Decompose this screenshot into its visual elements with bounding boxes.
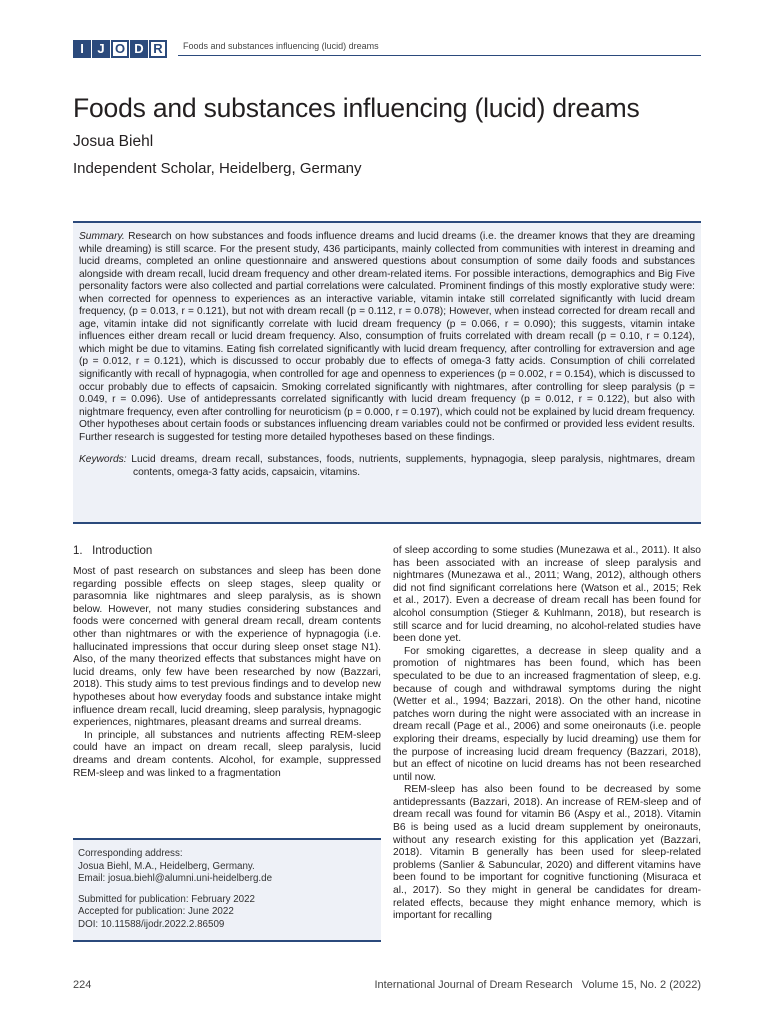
logo-letter: I xyxy=(73,40,91,58)
logo-letter: D xyxy=(130,40,148,58)
article-affiliation: Independent Scholar, Heidelberg, Germany xyxy=(73,160,362,177)
body-paragraph: Most of past research on substances and sleep has been done regarding possible effects on sleep stages, sleep quality or parasomnia like nightmares and sleep paralysis, as is shown below. However, not many studies considering substances and foods were concerned with general dream recall, dream contents other than nightmares or with the experience of hypnagogia (i.e. hallucinated impressions that occur during sleep onset stage N1). Also, of the many theorized effects that substances might have on lucid dreams, only few have been researched by now (Bazzari, 2018). This study aims to test previous findings and to develop new hypotheses about how everyday foods and substance intake might influence dream recall, lucid dreaming, sleep paralysis, hypnagogic experiences, nightmares, pleasant dreams and surreal dreams. xyxy=(73,566,381,729)
logo-letter: J xyxy=(92,40,110,58)
keywords-label: Keywords: xyxy=(79,454,127,466)
article-author: Josua Biehl xyxy=(73,133,154,150)
body-paragraph: For smoking cigarettes, a decrease in sleep quality and a promotion of nightmares has been found, which has been speculated to be due to an increased fragmentation of sleep, e.g. because of cough and withdrawal symptoms during the night (Wetter et al., 1994; Bazzari, 2018). On the other hand, nicotine patches worn during the night were associated with an increase in dream recall (Page et al., 2006) and some oneironauts (i.e. people exploring their dreams, especially by lucid dreaming) use them for the purpose of increasing lucid dream frequency (Bazzari, 2018), but an effect of nicotine on lucid dreams has not been researched until now. xyxy=(393,645,701,783)
body-paragraph: of sleep according to some studies (Munezawa et al., 2011). It also has been associated with an increase of sleep paralysis and nightmares (Munezawa et al., 2011; Wang, 2012), although others did not find significant correlations here (Watson et al., 2015; Rek et al., 2017). Even a decrease of dream recall has been found for alcohol consumption (Stieger & Kuhlmann, 2018), but research is still scarce and for lucid dreaming, no alcohol-related studies have been done yet. xyxy=(393,545,701,645)
right-column xyxy=(393,545,701,923)
submitted-date: Submitted for publication: February 2022 xyxy=(78,893,255,905)
running-head: Foods and substances influencing (lucid) dreams xyxy=(183,41,379,51)
keywords-text: Lucid dreams, dream recall, substances, foods, nutrients, supplements, hypnagogia, sleep paralysis, nightmares, dream contents, omega-3 fatty acids, capsaicin, vitamins. xyxy=(126,454,695,478)
section-heading: 1. Introduction xyxy=(73,545,153,557)
body-paragraph: REM-sleep has also been found to be decreased by some antidepressants (Bazzari, 2018). An increase of REM-sleep and of dream recall was found for vitamin B6 (Aspy et al., 2018). Vitamin B6 is being used as a lucid dream supplement by oneironauts, without any research existing for this application yet (Bazzari, 2018). Vitamin B generally has been used for sleep-related problems (Sanlier & Sabuncular, 2020) and different vitamins have been found to be important for cognitive functioning (Misuraca et al., 2017). So they might in general be candidates for dream-related effects, because they might enhance memory, which is important for recalling xyxy=(393,784,701,922)
correspondence-box xyxy=(73,838,381,942)
correspondence-email: Email: josua.biehl@alumni.uni-heidelberg.de xyxy=(78,873,273,884)
page-number: 224 xyxy=(73,979,92,991)
article-title: Foods and substances influencing (lucid) dreams xyxy=(73,93,640,123)
doi: DOI: 10.11588/ijodr.2022.2.86509 xyxy=(78,918,225,930)
accepted-date: Accepted for publication: June 2022 xyxy=(78,906,234,917)
logo-letter: R xyxy=(149,40,167,58)
summary-paragraph xyxy=(79,231,695,444)
journal-citation: International Journal of Dream Research Volume 15, No. 2 (2022) xyxy=(374,979,701,991)
left-column xyxy=(73,566,381,780)
correspondence-name: Josua Biehl, M.A., Heidelberg, Germany. xyxy=(78,860,255,872)
page-header xyxy=(73,38,701,60)
correspondence-label: Corresponding address: xyxy=(78,848,183,859)
summary-text: Research on how substances and foods influence dreams and lucid dreams (i.e. the dreamer knows that they are dreaming while dreaming) is still scarce. For the present study, 436 participants, mainly collected from communities with interest in dreaming and lucid dreams, completed an online questionnaire and answered questions about consumption of some daily foods and substances alongside with dream recall, lucid dream frequency and other dream-related items. For possible interactions, demographics and Big Five personality factors were also collected and partial correlations were calculated. Prominent findings of this mostly explorative study were: when corrected for openness to experiences as an interactive variable, vitamin intake still correlated significantly with lucid dream frequency, (p = 0.013, r = 0.121), but not with dream recall (p = 0.112, r = 0.078); However, when instead corrected for dream recall and age, vitamin intake did not significantly correlate with lucid dream frequency (p = 0.066, r = 0.090); this suggests, vitamin intake influences either dream recall or lucid dream frequency. Also, consumption of fruits correlated with dream recall (p = 0.10, r = 0.124), which might be due to vitamins. Eating fish correlated significantly with lucid dream frequency, after controlling for extraversion and age (p = 0.012, r = 0.121), which is discussed to occur probably due to effects of omega-3 fatty acids. Consumption of chili correlated significantly with recall of hypnagogia, when controlled for age and openness to experiences (p = 0.002, r = 0.154), which is discussed to occur probably due to effects of capsaicin. Smoking correlated significantly with nightmares, after controlling for sleep paralysis (p = 0.049, r = 0.096). Use of antidepressants correlated significantly with lucid dream frequency (p = 0.012, r = 0.122), but also with nightmare frequency, even after controlling for neuroticism (p = 0.000, r = 0.197), which could not be explained by lucid dream frequency. Other hypotheses about certain foods or substances influencing dream variables could not be confirmed or provided less evident results. Further research is suggested for testing more detailed hypotheses based on these findings. xyxy=(79,231,695,443)
ijodr-logo xyxy=(73,40,168,58)
body-paragraph: In principle, all substances and nutrients affecting REM-sleep could have an impact on dream recall, sleep paralysis, lucid dreams and dream contents. Alcohol, for example, suppressed REM-sleep and was linked to a fragmentation xyxy=(73,729,381,779)
summary-label: Summary. xyxy=(79,231,125,242)
header-rule xyxy=(178,55,701,56)
keywords-paragraph xyxy=(79,454,695,479)
logo-letter: O xyxy=(111,40,129,58)
abstract-box xyxy=(73,221,701,524)
